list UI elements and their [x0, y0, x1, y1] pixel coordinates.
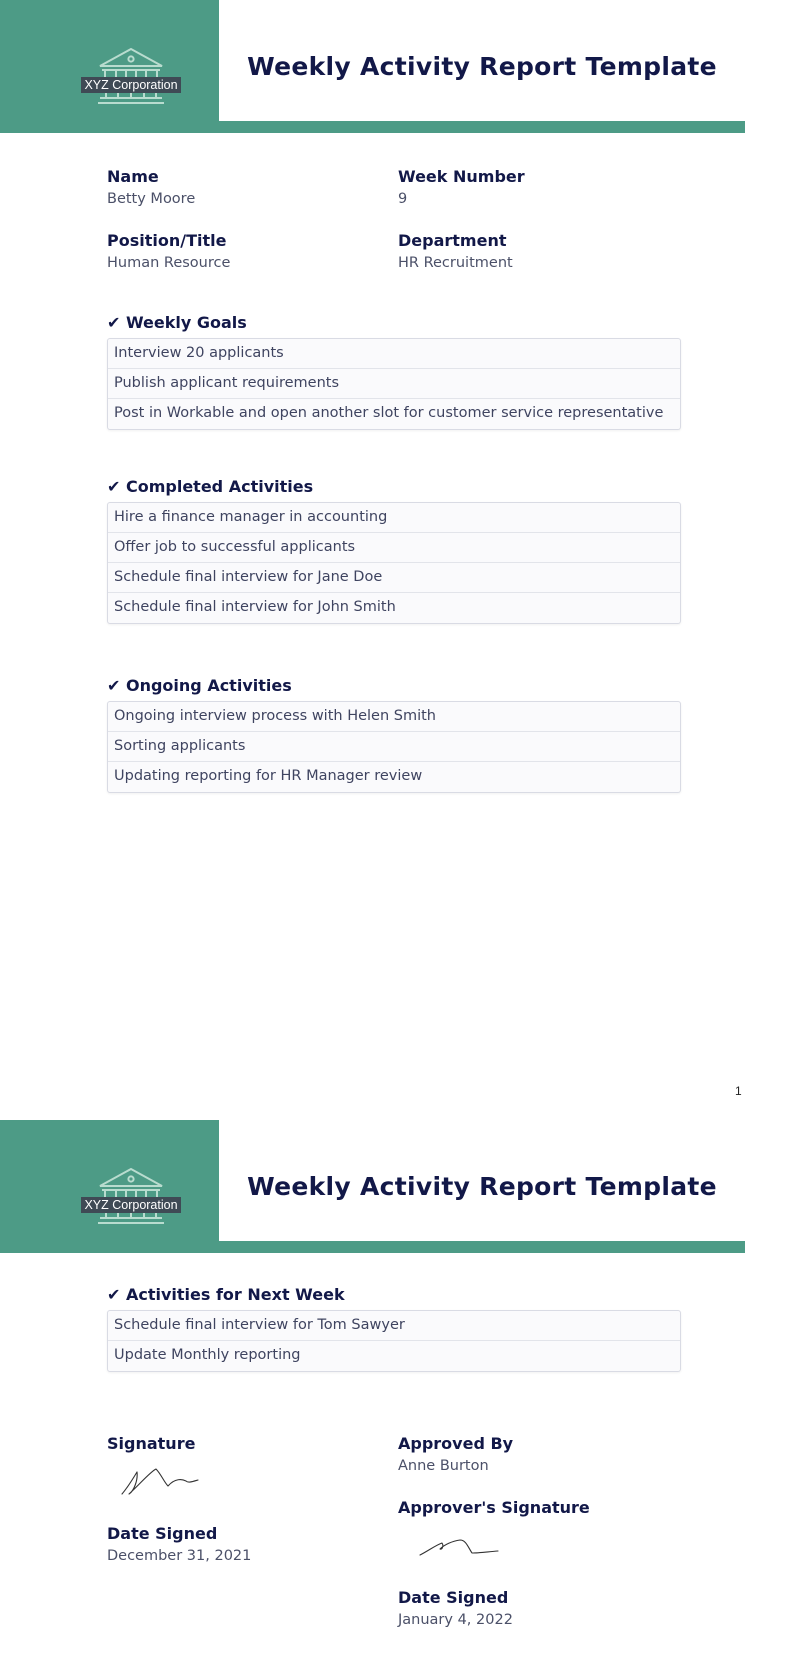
name-value: Betty Moore — [107, 191, 196, 207]
position-label: Position/Title — [107, 231, 227, 250]
page-number: 1 — [735, 1084, 742, 1098]
approved-by-label: Approved By — [398, 1434, 514, 1453]
list-item: Update Monthly reporting — [114, 1347, 301, 1363]
approver-date-signed-label: Date Signed — [398, 1588, 509, 1607]
ongoing-activities-list — [107, 701, 681, 793]
logo-text: XYZ Corporation — [81, 1197, 181, 1213]
weekly-goals-list — [107, 338, 681, 430]
signature-label: Signature — [107, 1434, 196, 1453]
weekly-goals-title: ✔ Weekly Goals — [107, 313, 247, 332]
list-item: Hire a finance manager in accounting — [108, 503, 680, 533]
logo-text: XYZ Corporation — [81, 77, 181, 93]
department-label: Department — [398, 231, 507, 250]
completed-activities-list — [107, 502, 681, 624]
company-logo — [80, 1167, 182, 1231]
approver-date-signed-value: January 4, 2022 — [398, 1612, 513, 1628]
report-header — [0, 0, 745, 133]
approver-signature-image — [418, 1533, 502, 1559]
report-title: Weekly Activity Report Template — [247, 52, 717, 81]
list-item: Sorting applicants — [108, 732, 680, 762]
week-number-value: 9 — [398, 191, 408, 207]
position-value: Human Resource — [107, 255, 231, 271]
list-item: Schedule final interview for John Smith — [114, 599, 396, 615]
signature-image — [120, 1465, 202, 1497]
next-week-activities-list — [107, 1310, 681, 1372]
report-header — [0, 1120, 745, 1253]
list-item: Ongoing interview process with Helen Smith — [108, 702, 680, 732]
completed-activities-title: ✔ Completed Activities — [107, 477, 314, 496]
header-green-bar — [219, 121, 745, 133]
next-week-activities-title: ✔ Activities for Next Week — [107, 1285, 345, 1304]
approver-signature-label: Approver's Signature — [398, 1498, 590, 1517]
ongoing-activities-title: ✔ Ongoing Activities — [107, 676, 292, 695]
list-item: Post in Workable and open another slot for customer service representative — [114, 405, 664, 421]
week-number-label: Week Number — [398, 167, 525, 186]
name-label: Name — [107, 167, 159, 186]
header-green-bar — [219, 1241, 745, 1253]
list-item: Offer job to successful applicants — [108, 533, 680, 563]
list-item: Interview 20 applicants — [108, 339, 680, 369]
list-item: Updating reporting for HR Manager review — [114, 768, 423, 784]
report-title: Weekly Activity Report Template — [247, 1172, 717, 1201]
department-value: HR Recruitment — [398, 255, 513, 271]
page-2 — [0, 1120, 790, 1677]
list-item: Publish applicant requirements — [108, 369, 680, 399]
approved-by-value: Anne Burton — [398, 1458, 489, 1474]
date-signed-value: December 31, 2021 — [107, 1548, 252, 1564]
company-logo — [80, 47, 182, 111]
list-item: Schedule final interview for Jane Doe — [108, 563, 680, 593]
date-signed-label: Date Signed — [107, 1524, 218, 1543]
list-item: Schedule final interview for Tom Sawyer — [108, 1311, 680, 1341]
